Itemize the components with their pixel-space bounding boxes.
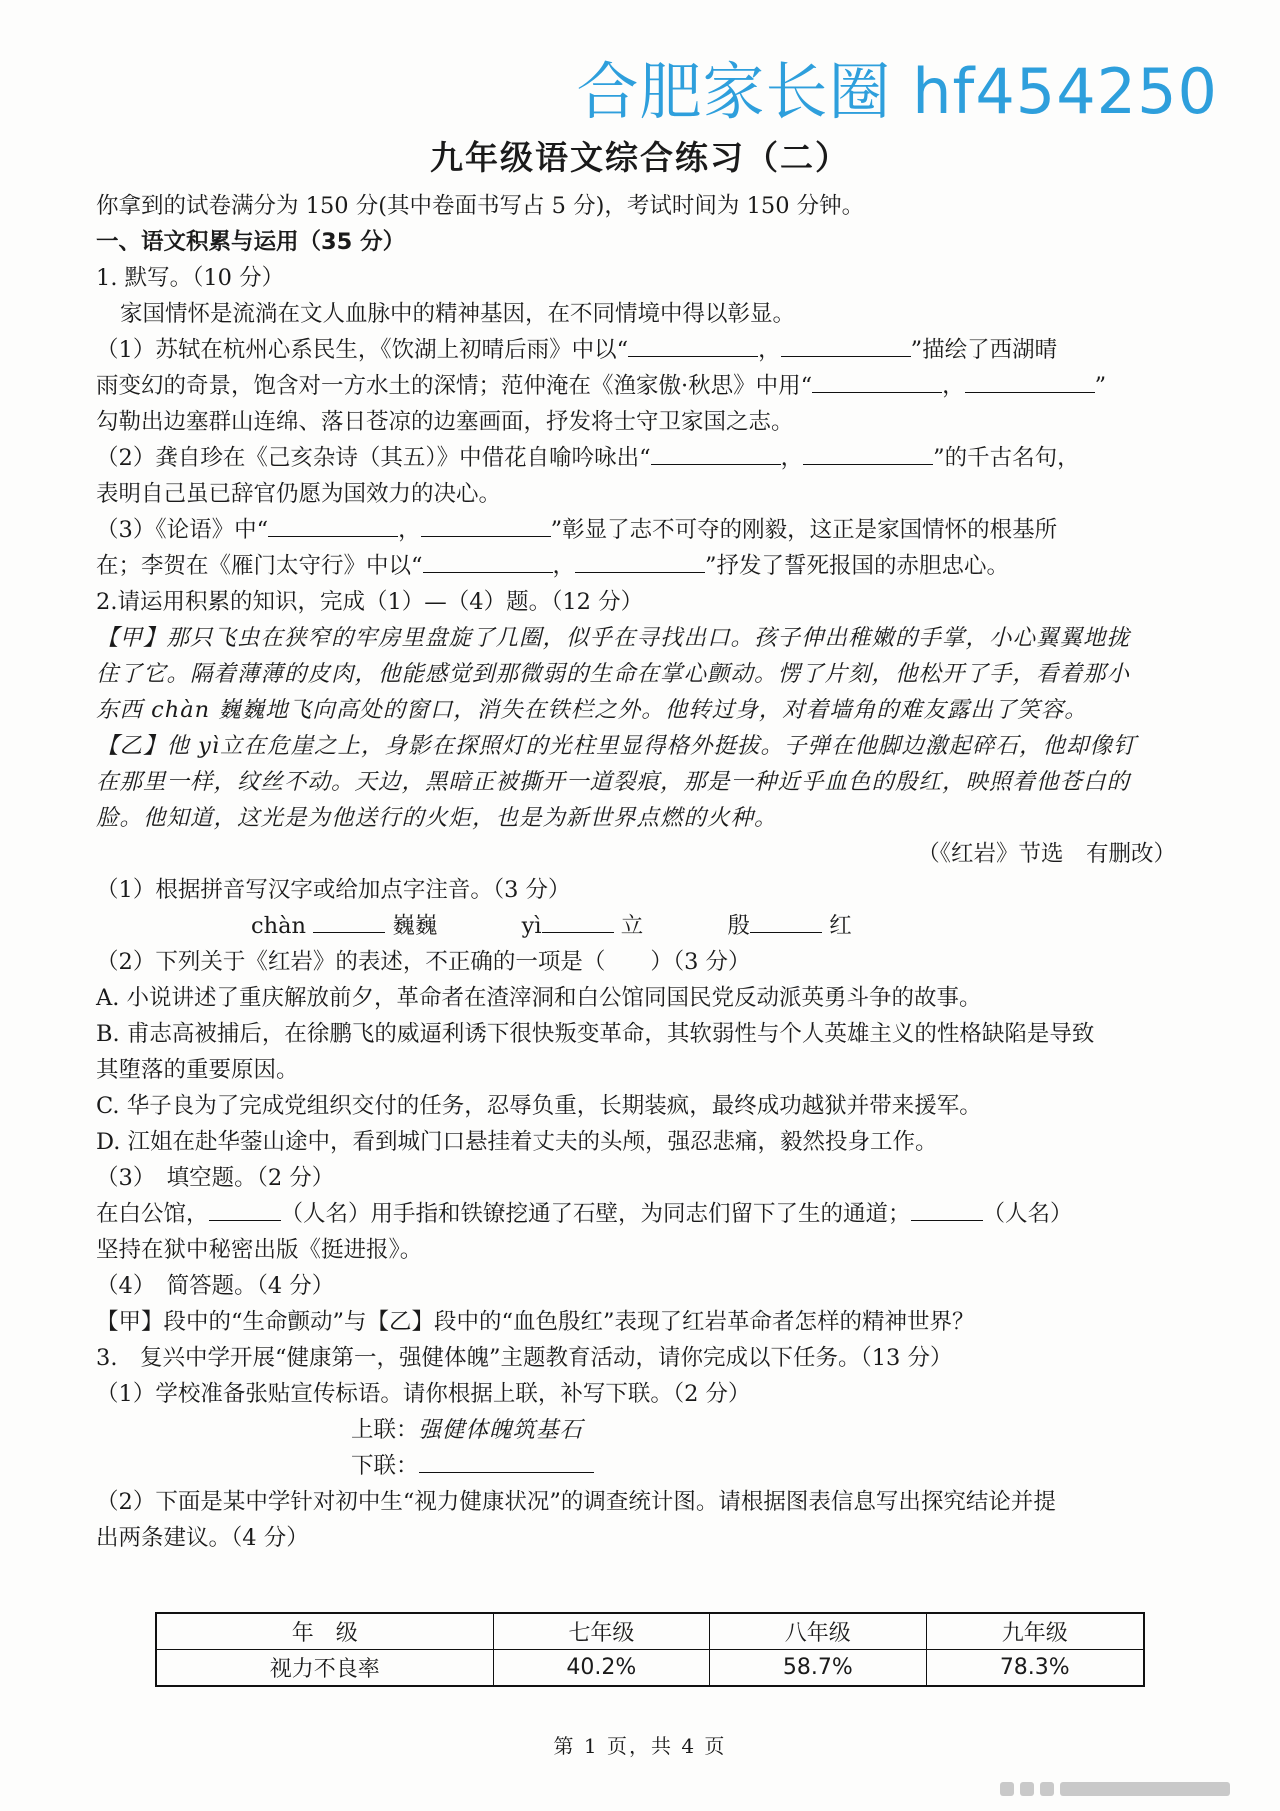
q1-part1-line2	[96, 368, 1216, 404]
page-indicator[interactable]	[1000, 1780, 1240, 1798]
text: （3）《论语》中“	[96, 517, 269, 543]
q2-sub4: （4） 简答题。（4 分）	[96, 1273, 335, 1299]
answer-blank[interactable]	[812, 372, 942, 393]
text: ，	[942, 373, 965, 399]
answer-blank[interactable]	[423, 552, 553, 573]
text: ，	[398, 517, 421, 543]
page-title: 九年级语文综合练习（二）	[430, 138, 850, 177]
pinyin-chan: chàn	[251, 913, 306, 939]
q1-lead: 家国情怀是流淌在文人血脉中的精神基因，在不同情境中得以彰显。	[120, 301, 796, 327]
passage-source: （《红岩》节选 有删改）	[917, 841, 1176, 867]
table-header: 八年级	[710, 1613, 926, 1650]
q2-sub3-line1	[96, 1196, 1216, 1232]
q2-heading: 2.请运用积累的知识，完成（1）—（4）题。（12 分）	[96, 589, 644, 615]
text: ”抒发了誓死报国的赤胆忠心。	[705, 553, 1010, 579]
answer-blank[interactable]	[419, 1452, 594, 1473]
text: ”	[1094, 373, 1107, 399]
page-dot[interactable]	[1020, 1782, 1034, 1796]
answer-blank[interactable]	[651, 444, 781, 465]
text: 下联：	[351, 1453, 419, 1479]
q1-part1-line1	[96, 332, 1216, 368]
text: ”的千古名句，	[933, 445, 1080, 471]
table-row	[156, 1650, 1144, 1687]
q3-sub2-line2: 出两条建议。（4 分）	[96, 1525, 309, 1551]
watermark: 合肥家长圈 hf454250	[576, 55, 1218, 128]
text: （人名）	[982, 1201, 1073, 1227]
option-a: A. 小说讲述了重庆解放前夕，革命者在渣滓洞和白公馆同国民党反动派英勇斗争的故事。	[96, 985, 982, 1011]
pinyin-yi: yì	[521, 913, 542, 939]
vision-table	[155, 1612, 1145, 1687]
answer-blank[interactable]	[542, 912, 614, 933]
q2-sub3-line2: 坚持在狱中秘密出版《挺进报》。	[96, 1237, 423, 1263]
text: 巍巍	[392, 913, 438, 939]
table-cell: 视力不良率	[156, 1650, 493, 1687]
page-dot[interactable]	[1000, 1782, 1014, 1796]
text: ，	[780, 445, 804, 471]
answer-blank[interactable]	[421, 516, 551, 537]
answer-blank[interactable]	[911, 1200, 983, 1221]
answer-blank[interactable]	[965, 372, 1095, 393]
exam-content	[96, 188, 1216, 1556]
passage-yi-line1: 【乙】他 yì立在危崖之上，身影在探照灯的光柱里显得格外挺拔。子弹在他脚边激起碎石，他却像钉	[96, 733, 1137, 759]
table-cell: 58.7%	[710, 1650, 926, 1687]
option-b-line2: 其堕落的重要原因。	[96, 1057, 299, 1083]
table-cell: 40.2%	[493, 1650, 709, 1687]
text: （1）苏轼在杭州心系民生，《饮湖上初晴后雨》中以“	[96, 337, 629, 363]
intro-text: 你拿到的试卷满分为 150 分(其中卷面书写占 5 分)，考试时间为 150 分钟。	[96, 193, 865, 219]
text: （2）龚自珍在《己亥杂诗（其五）》中借花自喻吟咏出“	[96, 445, 651, 471]
passage-jia-line3: 东西 chàn 巍巍地飞向高处的窗口，消失在铁栏之外。他转过身，对着墙角的难友露出了笑容。	[96, 697, 1088, 723]
text: 在白公馆，	[96, 1201, 209, 1227]
text: 立	[620, 913, 644, 939]
answer-blank[interactable]	[781, 336, 911, 357]
text: 在；李贺在《雁门太守行》中以“	[96, 553, 423, 579]
table-header: 七年级	[493, 1613, 709, 1650]
section-heading: 一、语文积累与运用（35 分）	[96, 229, 406, 255]
dotted-char: 殷	[727, 913, 751, 939]
text: ，	[758, 337, 781, 363]
q1-part3-line1	[96, 512, 1216, 548]
q3-sub1: （1）学校准备张贴宣传标语。请你根据上联，补写下联。（2 分）	[96, 1381, 751, 1407]
q2-sub3: （3） 填空题。（2 分）	[96, 1165, 335, 1191]
passage-yi-line2: 在那里一样，纹丝不动。天边，黑暗正被撕开一道裂痕，那是一种近乎血色的殷红，映照着他苍白的	[96, 769, 1131, 795]
q1-part3-line2	[96, 548, 1216, 584]
passage-jia-line2: 住了它。隔着薄薄的皮肉，他能感觉到那微弱的生命在掌心颤动。愣了片刻，他松开了手，看着那小	[96, 661, 1131, 687]
q3-heading: 3. 复兴中学开展“健康第一，强健体魄”主题教育活动，请你完成以下任务。（13 分）	[96, 1345, 953, 1371]
option-c: C. 华子良为了完成党组织交付的任务，忍辱负重，长期装疯，最终成功越狱并带来援军。	[96, 1093, 982, 1119]
q1-part2-line1	[96, 440, 1216, 476]
q1-heading: 1. 默写。（10 分）	[96, 265, 285, 291]
table-header: 年 级	[156, 1613, 493, 1650]
answer-blank[interactable]	[268, 516, 398, 537]
q2-sub2: （2）下列关于《红岩》的表述，不正确的一项是（ ）（3 分）	[96, 949, 751, 975]
text: ”彰显了志不可夺的刚毅，这正是家国情怀的根基所	[550, 517, 1058, 543]
answer-blank[interactable]	[575, 552, 705, 573]
answer-blank[interactable]	[803, 444, 933, 465]
couplet-lower	[96, 1448, 1216, 1484]
q1-part2-line2: 表明自己虽已辞官仍愿为国效力的决心。	[96, 481, 502, 507]
text: 雨变幻的奇景，饱含对一方水土的深情；范仲淹在《渔家傲·秋思》中用“	[96, 373, 813, 399]
pinyin-row	[96, 908, 1216, 944]
text: ”描绘了西湖晴	[910, 337, 1058, 363]
passage-yi-line3: 脸。他知道，这光是为他送行的火炬，也是为新世界点燃的火种。	[96, 805, 778, 831]
couplet-upper	[96, 1412, 1216, 1448]
page-dot[interactable]	[1040, 1782, 1054, 1796]
answer-blank[interactable]	[750, 912, 822, 933]
table-header: 九年级	[926, 1613, 1144, 1650]
q2-sub1: （1）根据拼音写汉字或给加点字注音。（3 分）	[96, 877, 571, 903]
table-header-row	[156, 1613, 1144, 1650]
scroll-track[interactable]	[1060, 1782, 1230, 1796]
table-cell: 78.3%	[926, 1650, 1144, 1687]
text: ，	[552, 553, 576, 579]
text: 上联：	[351, 1417, 419, 1443]
answer-blank[interactable]	[209, 1200, 281, 1221]
option-b-line1: B. 甫志高被捕后，在徐鹏飞的威逼利诱下很快叛变革命，其软弱性与个人英雄主义的性格缺陷是导致	[96, 1021, 1095, 1047]
text: 红	[829, 913, 852, 939]
q2-sub4-question: 【甲】段中的“生命颤动”与【乙】段中的“血色殷红”表现了红岩革命者怎样的精神世界？	[96, 1309, 975, 1335]
page-footer: 第 1 页，共 4 页	[553, 1734, 727, 1758]
answer-blank[interactable]	[313, 912, 385, 933]
q1-part1-line3: 勾勒出边塞群山连绵、落日苍凉的边塞画面，抒发将士守卫家国之志。	[96, 409, 794, 435]
passage-jia-line1: 【甲】那只飞虫在狭窄的牢房里盘旋了几圈，似乎在寻找出口。孩子伸出稚嫩的手掌，小心翼翼地拢	[96, 625, 1131, 651]
upper-couplet: 强健体魄筑基石	[418, 1417, 584, 1443]
answer-blank[interactable]	[628, 336, 758, 357]
q3-sub2-line1: （2）下面是某中学针对初中生“视力健康状况”的调查统计图。请根据图表信息写出探究结论并提	[96, 1489, 1056, 1515]
option-d: D. 江姐在赴华蓥山途中，看到城门口悬挂着丈夫的头颅，强忍悲痛，毅然投身工作。	[96, 1129, 938, 1155]
text: （人名）用手指和铁镣挖通了石壁，为同志们留下了生的通道；	[280, 1201, 911, 1227]
